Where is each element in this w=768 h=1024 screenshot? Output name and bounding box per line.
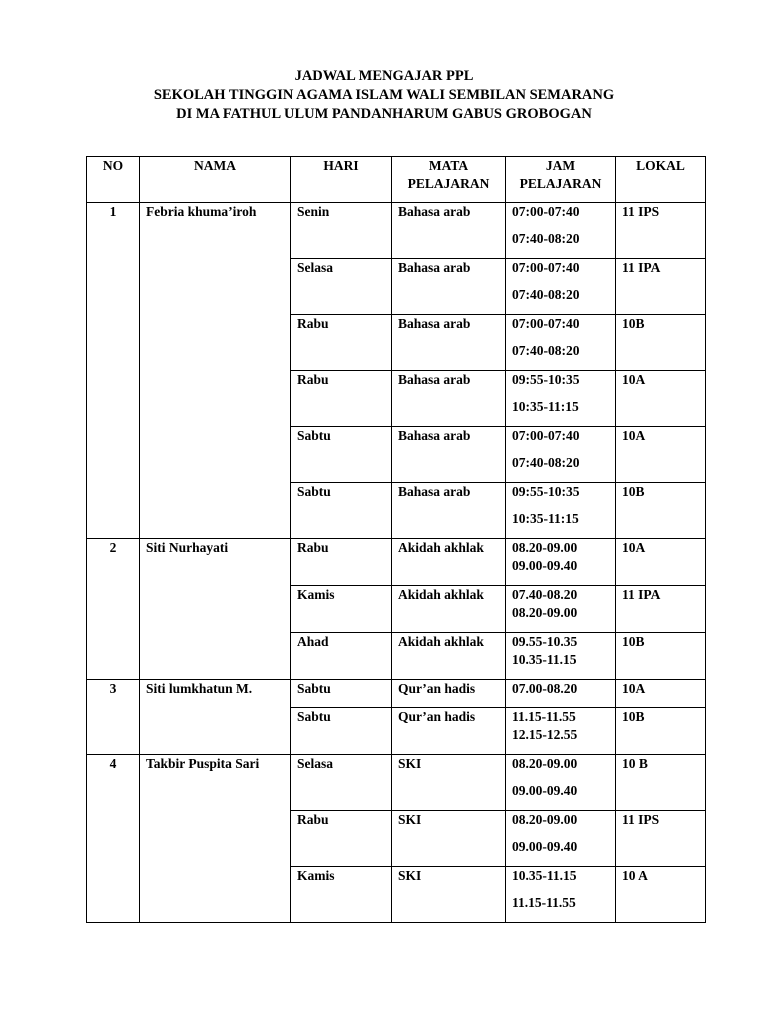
jam-slot: 10:35-11:15 (512, 399, 579, 414)
table-row (87, 755, 706, 811)
jam-slot: 07:00-07:40 (512, 316, 580, 331)
cell-hari: Rabu (291, 315, 392, 371)
cell-hari: Rabu (291, 371, 392, 427)
cell-lokal: 11 IPA (616, 586, 706, 633)
jam-slot: 07:00-07:40 (512, 204, 580, 219)
cell-mata-pelajaran: Akidah akhlak (392, 539, 506, 586)
cell-hari: Sabtu (291, 680, 392, 708)
cell-jam-pelajaran (506, 867, 616, 923)
jam-slot: 07:00-07:40 (512, 428, 580, 443)
cell-lokal: 11 IPS (616, 811, 706, 867)
cell-no: 3 (87, 680, 140, 755)
cell-mata-pelajaran: SKI (392, 867, 506, 923)
schedule-body (87, 203, 706, 923)
cell-hari: Ahad (291, 633, 392, 680)
cell-no: 2 (87, 539, 140, 680)
table-row (87, 539, 706, 586)
cell-hari: Sabtu (291, 427, 392, 483)
header-lokal: LOKAL (616, 157, 706, 203)
jam-slot: 09.00-09.40 (512, 558, 578, 573)
table-header-row (87, 157, 706, 203)
cell-mata-pelajaran: SKI (392, 811, 506, 867)
cell-lokal: 10 B (616, 755, 706, 811)
jam-slot: 07:40-08:20 (512, 287, 580, 302)
cell-mata-pelajaran: Qur’an hadis (392, 680, 506, 708)
cell-lokal: 10A (616, 371, 706, 427)
cell-hari: Selasa (291, 259, 392, 315)
header-jam-pelajaran: JAM PELAJARAN (506, 157, 616, 203)
table-row (87, 680, 706, 708)
cell-lokal: 11 IPS (616, 203, 706, 259)
jam-slot: 07:40-08:20 (512, 455, 580, 470)
cell-jam-pelajaran (506, 633, 616, 680)
cell-jam-pelajaran (506, 483, 616, 539)
cell-lokal: 11 IPA (616, 259, 706, 315)
jam-slot: 11.15-11.55 (512, 895, 576, 910)
cell-hari: Kamis (291, 867, 392, 923)
jam-slot: 08.20-09.00 (512, 812, 578, 827)
jam-slot: 09:55-10:35 (512, 484, 580, 499)
title-line-2: SEKOLAH TINGGIN AGAMA ISLAM WALI SEMBILAN SEMARANG (153, 87, 615, 103)
cell-jam-pelajaran (506, 427, 616, 483)
cell-nama: Febria khuma’iroh (140, 203, 291, 539)
jam-slot: 09.00-09.40 (512, 783, 578, 798)
cell-hari: Rabu (291, 811, 392, 867)
document-title (0, 67, 768, 124)
cell-hari: Selasa (291, 755, 392, 811)
cell-hari: Senin (291, 203, 392, 259)
schedule-table (86, 156, 706, 923)
cell-mata-pelajaran: Bahasa arab (392, 315, 506, 371)
header-hari: HARI (291, 157, 392, 203)
cell-nama: Takbir Puspita Sari (140, 755, 291, 923)
cell-lokal: 10 A (616, 867, 706, 923)
jam-slot: 07:40-08:20 (512, 231, 580, 246)
jam-slot: 08.20-09.00 (512, 756, 578, 771)
jam-slot: 09:55-10:35 (512, 372, 580, 387)
title-line-1: JADWAL MENGAJAR PPL (294, 68, 474, 84)
jam-slot: 09.55-10.35 (512, 634, 578, 649)
cell-jam-pelajaran (506, 539, 616, 586)
cell-mata-pelajaran: Bahasa arab (392, 203, 506, 259)
cell-no: 4 (87, 755, 140, 923)
header-mata-pelajaran: MATA PELAJARAN (392, 157, 506, 203)
jam-slot: 10:35-11:15 (512, 511, 579, 526)
jam-slot: 08.20-09.00 (512, 605, 578, 620)
cell-jam-pelajaran (506, 680, 616, 708)
cell-nama: Siti Nurhayati (140, 539, 291, 680)
cell-jam-pelajaran (506, 259, 616, 315)
cell-mata-pelajaran: SKI (392, 755, 506, 811)
cell-jam-pelajaran (506, 708, 616, 755)
cell-lokal: 10B (616, 633, 706, 680)
jam-slot: 08.20-09.00 (512, 540, 578, 555)
title-line-3: DI MA FATHUL ULUM PANDANHARUM GABUS GROBOGAN (176, 106, 592, 122)
cell-no: 1 (87, 203, 140, 539)
cell-hari: Sabtu (291, 483, 392, 539)
header-nama: NAMA (140, 157, 291, 203)
jam-slot: 07:40-08:20 (512, 343, 580, 358)
cell-hari: Sabtu (291, 708, 392, 755)
cell-lokal: 10B (616, 483, 706, 539)
cell-mata-pelajaran: Bahasa arab (392, 371, 506, 427)
cell-lokal: 10A (616, 427, 706, 483)
jam-slot: 10.35-11.15 (512, 652, 577, 667)
cell-mata-pelajaran: Akidah akhlak (392, 586, 506, 633)
jam-slot: 12.15-12.55 (512, 727, 578, 742)
cell-jam-pelajaran (506, 586, 616, 633)
cell-jam-pelajaran (506, 811, 616, 867)
cell-mata-pelajaran: Bahasa arab (392, 483, 506, 539)
cell-hari: Rabu (291, 539, 392, 586)
header-no: NO (87, 157, 140, 203)
cell-mata-pelajaran: Bahasa arab (392, 427, 506, 483)
cell-lokal: 10B (616, 315, 706, 371)
cell-lokal: 10A (616, 680, 706, 708)
jam-slot: 07:00-07:40 (512, 260, 580, 275)
cell-jam-pelajaran (506, 371, 616, 427)
table-row (87, 203, 706, 259)
jam-slot: 11.15-11.55 (512, 709, 576, 724)
jam-slot: 09.00-09.40 (512, 839, 578, 854)
cell-lokal: 10A (616, 539, 706, 586)
jam-slot: 07.00-08.20 (512, 681, 578, 696)
cell-jam-pelajaran (506, 203, 616, 259)
cell-mata-pelajaran: Akidah akhlak (392, 633, 506, 680)
cell-jam-pelajaran (506, 755, 616, 811)
jam-slot: 10.35-11.15 (512, 868, 577, 883)
cell-mata-pelajaran: Bahasa arab (392, 259, 506, 315)
cell-jam-pelajaran (506, 315, 616, 371)
cell-hari: Kamis (291, 586, 392, 633)
cell-mata-pelajaran: Qur’an hadis (392, 708, 506, 755)
cell-lokal: 10B (616, 708, 706, 755)
cell-nama: Siti lumkhatun M. (140, 680, 291, 755)
jam-slot: 07.40-08.20 (512, 587, 578, 602)
